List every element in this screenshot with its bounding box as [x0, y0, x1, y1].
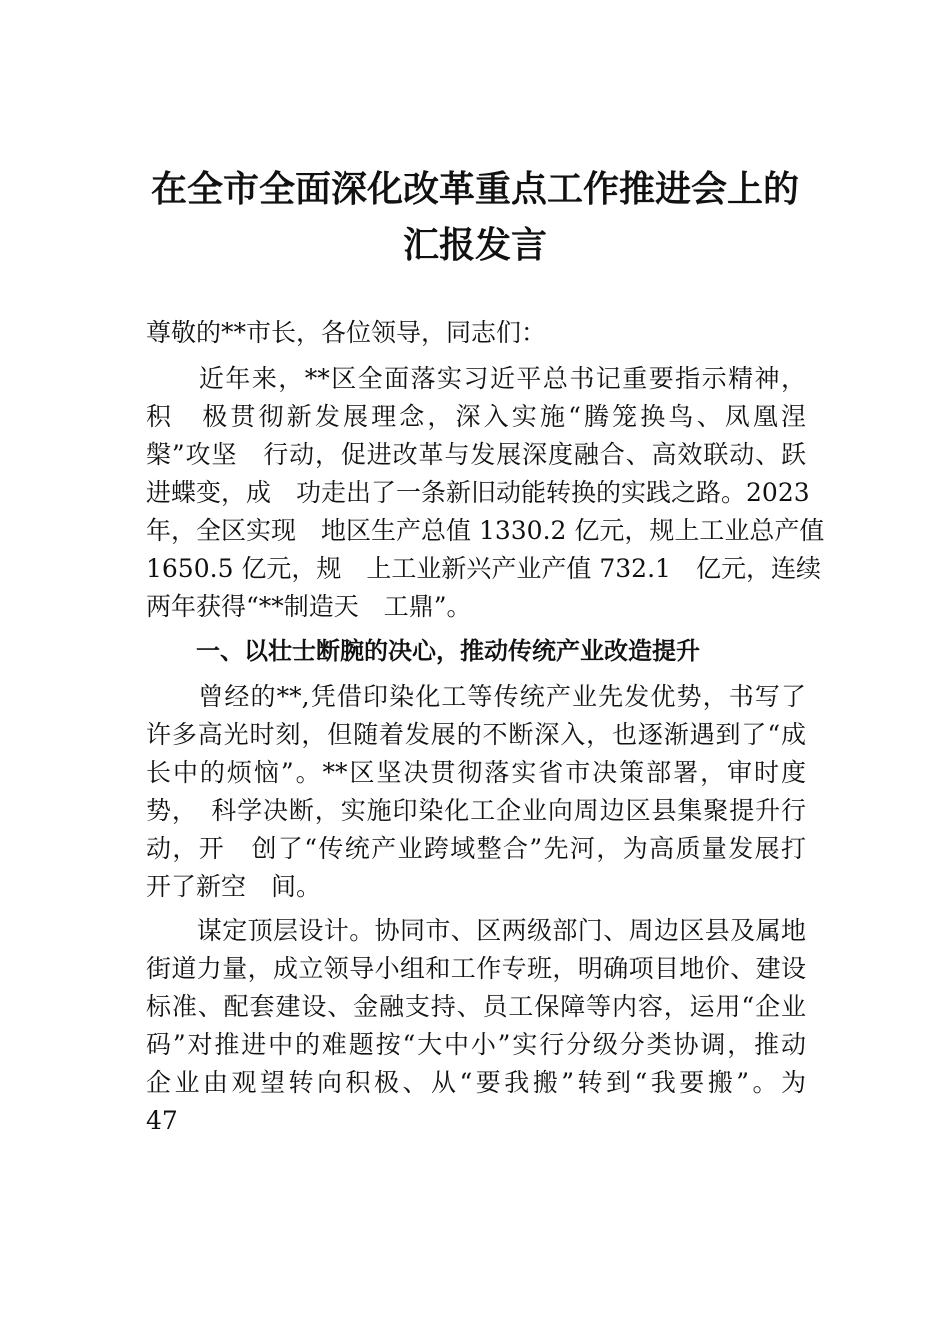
paragraph-3-line-3: 标准、配套建设、金融支持、员工保障等内容，运用“企业 — [146, 992, 806, 1021]
document-title-line-1: 在全市全面深化改革重点工作推进会上的 — [150, 169, 799, 210]
paragraph-1-line-7: 两年获得“**制造天 工鼎”。 — [146, 592, 472, 621]
paragraph-2-line-4: 势， 科学决断，实施印染化工企业向周边区县集聚提升行 — [146, 796, 806, 825]
paragraph-1-line-1: 近年来，**区全面落实习近平总书记重要指示精神， — [146, 364, 806, 393]
section-1-heading: 一、以壮士断腕的决心，推动传统产业改造提升 — [196, 637, 700, 665]
paragraph-2-line-2: 许多高光时刻，但随着发展的不断深入，也逐渐遇到了“成 — [146, 720, 806, 749]
paragraph-3-line-2: 街道力量，成立领导小组和工作专班，明确项目地价、建设 — [146, 954, 806, 983]
paragraph-1-line-6: 1650.5 亿元，规 上工业新兴产业产值 732.1 亿元，连续 — [146, 554, 821, 583]
paragraph-2-line-5: 动，开 创了“传统产业跨域整合”先河，为高质量发展打 — [146, 834, 806, 863]
paragraph-3-line-4: 码”对推进中的难题按“大中小”实行分级分类协调，推动 — [146, 1030, 806, 1059]
paragraph-2-line-1: 曾经的**,凭借印染化工等传统产业先发优势，书写了 — [146, 682, 806, 711]
paragraph-1-line-5: 年，全区实现 地区生产总值 1330.2 亿元，规上工业总产值 — [146, 516, 825, 545]
paragraph-3-line-5: 企业由观望转向积极、从“要我搬”转到“我要搬”。为 — [146, 1068, 806, 1097]
paragraph-2-line-3: 长中的烦恼”。**区坚决贯彻落实省市决策部署，审时度 — [146, 758, 806, 787]
paragraph-3-line-1: 谋定顶层设计。协同市、区两级部门、周边区县及属地 — [146, 916, 806, 945]
paragraph-1-line-4: 进蝶变，成 功走出了一条新旧动能转换的实践之路。2023 — [146, 478, 810, 507]
paragraph-1-line-3: 槃”攻坚 行动，促进改革与发展深度融合、高效联动、跃 — [146, 440, 806, 469]
paragraph-1-line-2: 积 极贯彻新发展理念，深入实施“腾笼换鸟、凤凰涅 — [146, 402, 806, 431]
page-number: 47 — [146, 1106, 178, 1135]
paragraph-2-line-6: 开了新空 间。 — [146, 872, 322, 901]
document-title-line-2: 汇报发言 — [402, 225, 547, 266]
salutation: 尊敬的**市长，各位领导，同志们： — [146, 318, 547, 347]
